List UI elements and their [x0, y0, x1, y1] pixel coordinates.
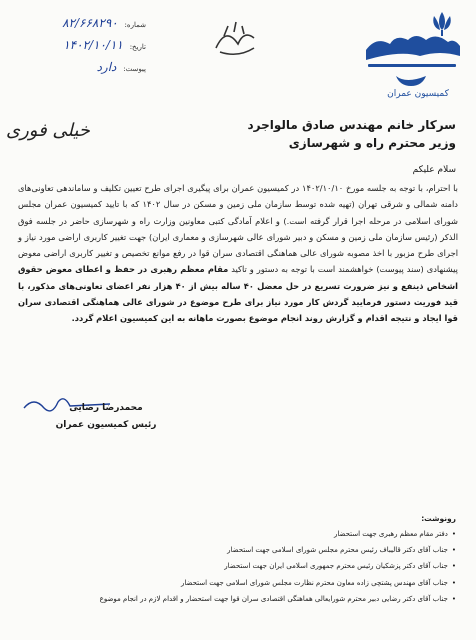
signer-block [41, 400, 171, 434]
cc-item: • جناب آقای مهندس پشتچی زاده معاون محترم نظارت مجلس شورای اسلامی جهت استحضار [6, 575, 456, 591]
reference-attachment-line [6, 56, 146, 78]
signer-name: محمدرضا رضایی [69, 403, 143, 413]
letter-body [18, 180, 458, 327]
cc-list [6, 526, 456, 607]
cc-item: • جناب آقای دکتر پزشکیان رئیس محترم جمهوری اسلامی ایران جهت استحضار [6, 558, 456, 574]
reference-date-value: ۱۴۰۲/۱۰/۱۱ [63, 38, 123, 52]
cc-title: رونوشت: [421, 514, 456, 523]
reference-date-label: تاریخ: [129, 43, 146, 51]
bismillah-seal-icon [210, 18, 260, 60]
reference-attachment-value: دارد [96, 60, 117, 74]
greeting: سلام علیکم [412, 165, 456, 175]
urgency-note: خیلی فوری [6, 120, 90, 141]
logo-text-sub: کمیسیون عمران [387, 89, 449, 99]
recipient-title: وزیر محترم راه و شهرسازی [288, 136, 456, 150]
signer-title: رئیس کمیسیون عمران [55, 420, 157, 430]
reference-attachment-label: پیوست: [123, 65, 146, 73]
reference-date-line [6, 34, 146, 56]
reference-block [6, 12, 146, 78]
cc-item: • جناب آقای دکتر رضایی دبیر محترم شورایعالی هماهنگی اقتصادی سران قوا جهت استحضار و اقدام لازم در انجام موضوع [6, 591, 456, 607]
recipient-name: سرکار خانم مهندس صادق مالواجرد [247, 118, 456, 132]
reference-number-line [6, 12, 146, 34]
reference-number-value: ۸۲/۶۶۸۲۹۰ [62, 16, 118, 30]
parliament-emblem-icon [356, 6, 466, 102]
cc-item: • جناب آقای دکتر قالیباف رئیس محترم مجلس شورای اسلامی جهت استحضار [6, 542, 456, 558]
cc-item: • دفتر مقام معظم رهبری جهت استحضار [6, 526, 456, 542]
reference-number-label: شماره: [124, 21, 146, 29]
body-paragraph: با احترام، با توجه به جلسه مورخ ۱۴۰۲/۱۰/۱۰ در کمیسیون عمران برای پیگیری اجرای طرح تعیین تکلیف و ساماندهی تعاونی‌های دامنه شمالی و شرقی تهران (تهیه شده توسط سازمان ملی زمین و مسکن در سال ۱۴۰۲ که با تایید کمیسیون عمران مجلس شورای اسلامی در مرحله اجرا قرار گرفته است.) و اعلام آمادگی کتبی معاونین وزارت راه و شهرسازی حاضر در جلسه فوق الذکر (رئیس سازمان ملی زمین و مسکن و دبیر شورای عالی شهرسازی و معماری ایران) جهت تغییر کاربری اراضی مورد نیاز و اجرای طرح مزبور با اخذ مصوبه شورای عالی هماهنگی اقتصادی سران قوا در رفع موانع تخصیص و تغییر کاربری اراضی معوض پیشنهادی (سند پیوست) خواهشمند است با توجه به دستور و تاکید [18, 183, 458, 275]
body-bold-paragraph: مقام معظم رهبری در حفظ و اعطای معوض حقوق اشخاص ذینفع و نیز ضرورت تسریع در حل معضل ۴۰ ساله بیش از ۴۰ هزار نفر اعضای تعاونی‌های مذکور، با قید فوریت دستور فرمایید گردش کار مورد نیاز برای طرح موضوع در شورای عالی هماهنگی اقتصادی سران قوا ایجاد و نتیجه اقدام و گزارش روند انجام موضوع بصورت ماهانه به این کمیسیون اعلام گردد. [18, 264, 458, 324]
recipient-block [136, 116, 456, 152]
